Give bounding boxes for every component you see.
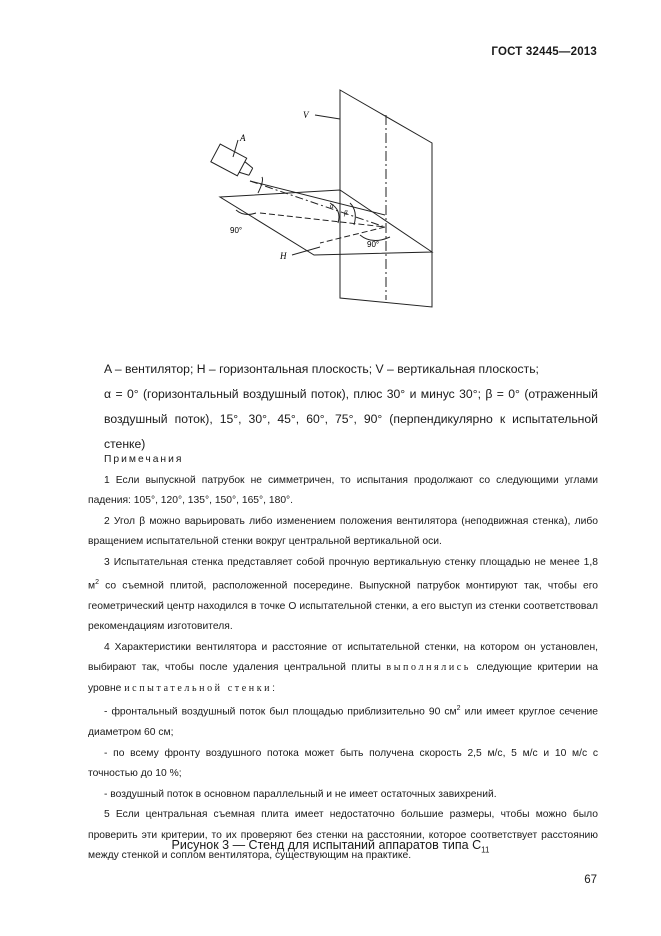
note-2: 2 Угол β можно варьировать либо изменением положения вентилятора (неподвижная стенка), либо вращением испытательной стенки вокруг центральной вертикальной оси. [88,515,598,547]
test-stand-drawing [200,85,450,310]
criterion-3: - воздушный поток в основном параллельный и не имеет остаточных завихрений. [104,788,497,800]
legend-line-1: A – вентилятор; H – горизонтальная плоскость; V – вертикальная плоскость; [104,362,539,376]
label-angle-left: 90° [230,226,243,235]
label-angle-right: 90° [367,240,380,249]
note-1: 1 Если выпускной патрубок не симметричен, то испытания продолжают со следующими углами падения: 105°, 120°, 135°, 150°, 165°, 180°. [88,474,598,506]
document-header: ГОСТ 32445—2013 [491,46,597,58]
figure-legend [104,357,598,457]
page-number: 67 [584,874,597,886]
label-v: V [303,110,309,120]
label-a: A [240,133,246,143]
note-5: 5 Если центральная съемная плита имеет недостаточно большие размеры, чтобы можно было проверить эти критерии, то их проверяют без стенки на расстоянии, которое соответствует расстоянию между стенкой и соплом вентилятора, существующим на практике. [88,809,598,862]
criterion-1: - фронтальный воздушный поток был площадью приблизительно 90 $см^2$ или имеет круглое сечение диаметром 60 см; [88,705,598,739]
notes-title: Примечания [104,454,184,465]
figure-caption: Рисунок 3 — Стенд для испытаний аппаратов типа $C_{11}$ [171,838,490,855]
note-3: 3 Испытательная стенка представляет собой прочную вертикальную стенку площадью не менее 1,8 $м^2$ со съемной плитой, расположенной посередине. Выпускной патрубок монтируют так, чтобы его геометрический центр находился в точке O испытательной стенки, а его выступ из стенки соответствовал рекомендациям изготовителя. [88,556,598,633]
label-beta: β [344,209,348,217]
label-alpha: α [330,202,334,210]
test-stand-figure [200,85,450,310]
note-4: 4 Характеристики вентилятора и расстояние от испытательной стенки, на котором он установлен, выбирают так, чтобы после удаления центральной плиты выполнялись следующие критерии на уровне испытательной стенки: [88,641,598,694]
fan-icon [211,144,256,180]
notes-section [88,450,598,867]
criterion-2: - по всему фронту воздушного потока может быть получена скорость 2,5 м/с, 5 м/с и 10 м/с с точностью до 10 %; [88,747,598,780]
legend-line-2: α = 0° (горизонтальный воздушный поток), плюс 30° и минус 30°; β = 0° (отраженный воздушный поток), 15°, 30°, 45°, 60°, 75°, 90° (перпендикулярно к испытательной стенке) [104,387,598,451]
label-h: H [280,251,287,261]
